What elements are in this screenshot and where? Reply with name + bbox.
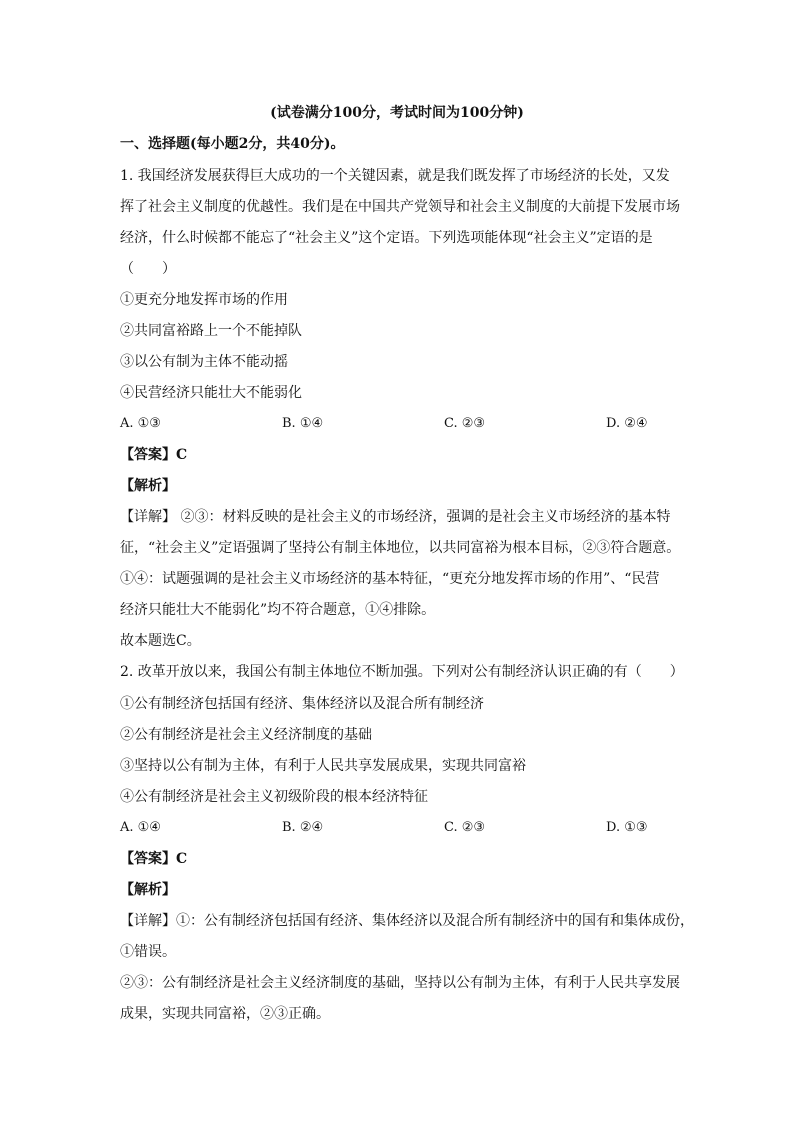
q2-stem-line-1: 2. 改革开放以来，我国公有制主体地位不断加强。下列对公有制经济认识正确的有（ ） bbox=[120, 664, 684, 680]
q1-answer: 【答案】C bbox=[120, 447, 188, 463]
q2-detail-line-2: ①错误。 bbox=[120, 944, 176, 960]
q2-option-b: B. ②④ bbox=[282, 820, 324, 835]
q1-detail-line-2: 征，“社会主义”定语强调了坚持公有制主体地位，以共同富裕为根本目标，②③符合题意。 bbox=[120, 540, 681, 556]
q1-stem-line-3: 经济，什么时候都不能忘了“社会主义”这个定语。下列选项能体现“社会主义”定语的是 bbox=[120, 230, 653, 246]
q1-conclusion: 故本题选C。 bbox=[120, 633, 201, 649]
q1-item-4: ④民营经济只能壮大不能弱化 bbox=[120, 385, 302, 401]
q2-analysis-label: 【解析】 bbox=[120, 882, 176, 898]
q1-detail-line-4: 经济只能壮大不能弱化”均不符合题意，①④排除。 bbox=[120, 602, 436, 618]
q1-stem-line-1: 1. 我国经济发展获得巨大成功的一个关键因素，就是我们既发挥了市场经济的长处，又发 bbox=[120, 168, 670, 184]
section-title: 一、选择题(每小题2分，共40分)。 bbox=[120, 136, 345, 152]
q1-detail-line-1: 【详解】 ②③：材料反映的是社会主义的市场经济，强调的是社会主义市场经济的基本特 bbox=[120, 509, 671, 525]
q2-item-3: ③坚持以公有制为主体，有利于人民共享发展成果，实现共同富裕 bbox=[120, 758, 526, 774]
q2-detail-line-1: 【详解】①：公有制经济包括国有经济、集体经济以及混合所有制经济中的国有和集体成份， bbox=[120, 913, 694, 929]
q1-stem-line-2: 挥了社会主义制度的优越性。我们是在中国共产党领导和社会主义制度的大前提下发展市场 bbox=[120, 199, 680, 215]
q1-detail-line-3: ①④：试题强调的是社会主义市场经济的基本特征，“更充分地发挥市场的作用”、“民营 bbox=[120, 571, 660, 587]
q1-option-d: D. ②④ bbox=[606, 416, 648, 431]
q1-item-1: ①更充分地发挥市场的作用 bbox=[120, 292, 288, 308]
q2-option-a: A. ①④ bbox=[120, 820, 161, 835]
q2-item-4: ④公有制经济是社会主义初级阶段的根本经济特征 bbox=[120, 789, 428, 805]
q1-analysis-label: 【解析】 bbox=[120, 478, 176, 494]
q1-item-2: ②共同富裕路上一个不能掉队 bbox=[120, 323, 302, 339]
q2-option-c: C. ②③ bbox=[444, 820, 486, 835]
q2-detail-line-3: ②③：公有制经济是社会主义经济制度的基础，坚持以公有制为主体，有利于人民共享发展 bbox=[120, 975, 680, 991]
q2-option-d: D. ①③ bbox=[606, 820, 648, 835]
q1-option-c: C. ②③ bbox=[444, 416, 486, 431]
q1-stem-line-4: （ ） bbox=[120, 261, 176, 277]
q2-item-2: ②公有制经济是社会主义经济制度的基础 bbox=[120, 727, 372, 743]
q2-detail-line-4: 成果，实现共同富裕，②③正确。 bbox=[120, 1006, 330, 1022]
q2-item-1: ①公有制经济包括国有经济、集体经济以及混合所有制经济 bbox=[120, 696, 484, 712]
q2-answer: 【答案】C bbox=[120, 851, 188, 867]
q1-option-a: A. ①③ bbox=[120, 416, 161, 431]
q1-option-b: B. ①④ bbox=[282, 416, 324, 431]
exam-note: (试卷满分100分，考试时间为100分钟) bbox=[270, 105, 524, 121]
q1-item-3: ③以公有制为主体不能动摇 bbox=[120, 354, 288, 370]
